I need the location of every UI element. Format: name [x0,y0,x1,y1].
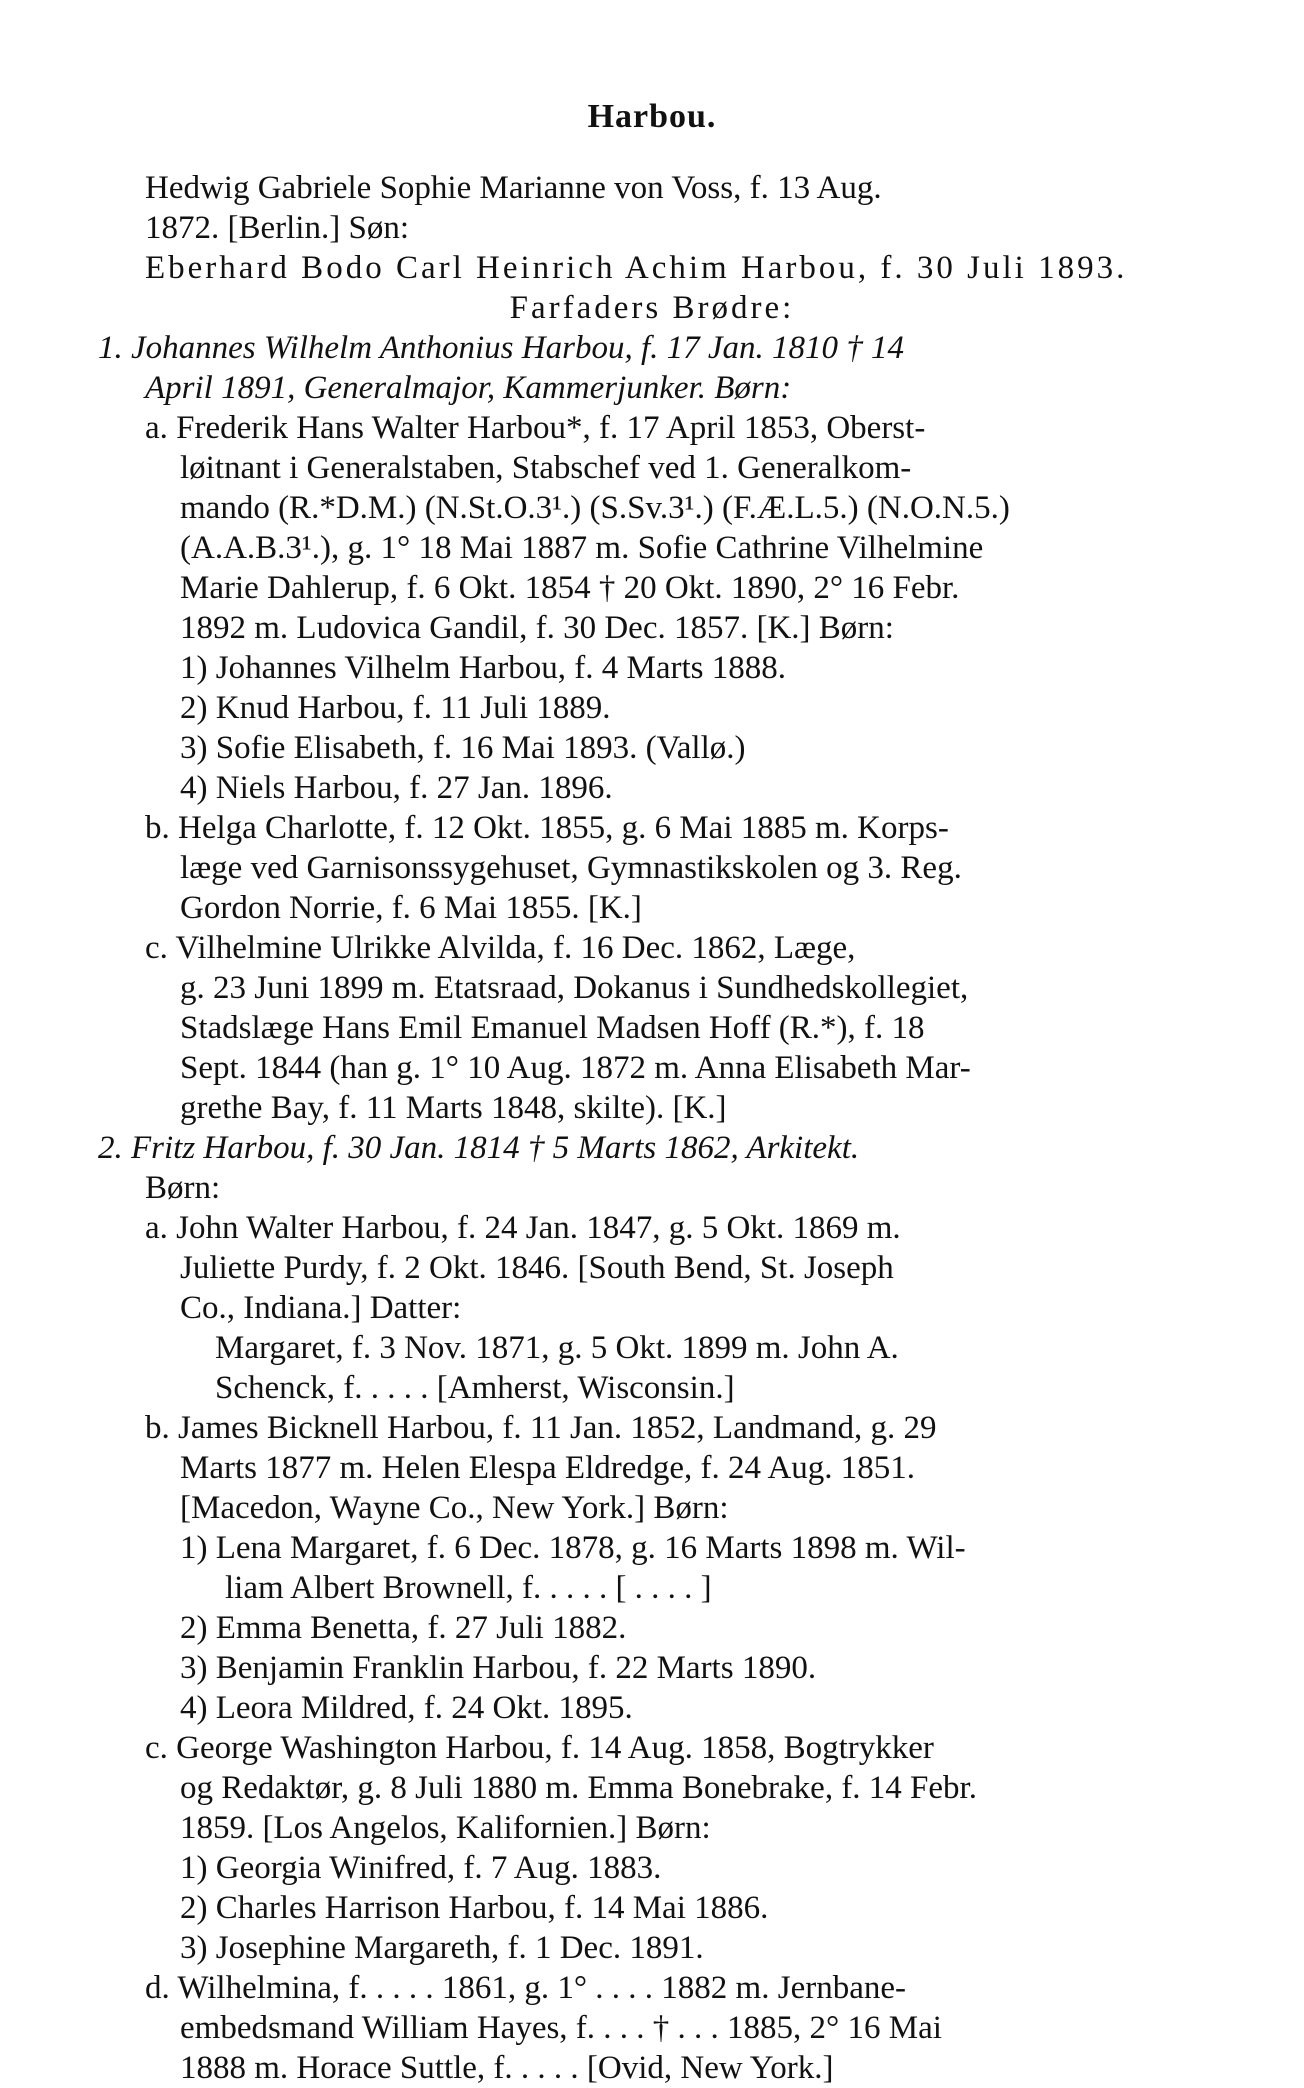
text-line: 4) Niels Harbou, f. 27 Jan. 1896. [180,770,613,806]
text-line: 1) Johannes Vilhelm Harbou, f. 4 Marts 1888. [180,650,786,686]
text-line: og Redaktør, g. 8 Juli 1880 m. Emma Bonebrake, f. 14 Febr. [180,1770,977,1806]
text-line: Juliette Purdy, f. 2 Okt. 1846. [South Bend, St. Joseph [180,1250,894,1286]
text-line: 1892 m. Ludovica Gandil, f. 30 Dec. 1857. [K.] Børn: [180,610,894,646]
text-line: d. Wilhelmina, f. . . . . 1861, g. 1° . . . . 1882 m. Jernbane- [145,1970,906,2006]
text-line: læge ved Garnisonssygehuset, Gymnastikskolen og 3. Reg. [180,850,962,886]
text-line: (A.A.B.3¹.), g. 1° 18 Mai 1887 m. Sofie Cathrine Vilhelmine [180,530,984,566]
text-line: 1) Georgia Winifred, f. 7 Aug. 1883. [180,1850,662,1886]
text-line: 1872. [Berlin.] Søn: [145,210,409,246]
text-line: mando (R.*D.M.) (N.St.O.3¹.) (S.Sv.3¹.) (F.Æ.L.5.) (N.O.N.5.) [180,490,1010,526]
text-line: Sept. 1844 (han g. 1° 10 Aug. 1872 m. Anna Elisabeth Mar- [180,1050,971,1086]
text-line: a. John Walter Harbou, f. 24 Jan. 1847, g. 5 Okt. 1869 m. [145,1210,901,1246]
text-line: 1. Johannes Wilhelm Anthonius Harbou, f. 17 Jan. 1810 † 14 [98,330,905,366]
text-line: liam Albert Brownell, f. . . . . [ . . . . ] [225,1570,712,1606]
text-line: 1) Lena Margaret, f. 6 Dec. 1878, g. 16 Marts 1898 m. Wil- [180,1530,966,1566]
text-line: Eberhard Bodo Carl Heinrich Achim Harbou, f. 30 Juli 1893. [145,250,1128,286]
text-line: Børn: [145,1170,221,1206]
text-line: Marie Dahlerup, f. 6 Okt. 1854 † 20 Okt. 1890, 2° 16 Febr. [180,570,960,606]
running-header: Harbou. [587,98,717,135]
text-line: c. Vilhelmine Ulrikke Alvilda, f. 16 Dec. 1862, Læge, [145,930,856,966]
text-line: b. James Bicknell Harbou, f. 11 Jan. 1852, Landmand, g. 29 [145,1410,937,1446]
text-line: løitnant i Generalstaben, Stabschef ved 1. Generalkom- [180,450,912,486]
text-line: a. Frederik Hans Walter Harbou*, f. 17 April 1853, Oberst- [145,410,926,446]
text-line: April 1891, Generalmajor, Kammerjunker. Børn: [145,370,792,406]
text-line: 3) Josephine Margareth, f. 1 Dec. 1891. [180,1930,704,1966]
text-line: 2) Charles Harrison Harbou, f. 14 Mai 1886. [180,1890,769,1926]
text-line: Co., Indiana.] Datter: [180,1290,462,1326]
text-line: 1888 m. Horace Suttle, f. . . . . [Ovid, New York.] [180,2050,834,2086]
text-line: b. Helga Charlotte, f. 12 Okt. 1855, g. 6 Mai 1885 m. Korps- [145,810,949,846]
text-line: c. George Washington Harbou, f. 14 Aug. 1858, Bogtrykker [145,1730,934,1766]
text-line: 4) Leora Mildred, f. 24 Okt. 1895. [180,1690,633,1726]
text-line: Hedwig Gabriele Sophie Marianne von Voss, f. 13 Aug. [145,170,882,206]
text-line: Schenck, f. . . . . [Amherst, Wisconsin.] [215,1370,735,1406]
text-line: 2. Fritz Harbou, f. 30 Jan. 1814 † 5 Marts 1862, Arkitekt. [98,1130,860,1166]
text-line: 3) Sofie Elisabeth, f. 16 Mai 1893. (Vallø.) [180,730,746,766]
text-line: g. 23 Juni 1899 m. Etatsraad, Dokanus i Sundhedskollegiet, [180,970,969,1006]
text-line: Marts 1877 m. Helen Elespa Eldredge, f. 24 Aug. 1851. [180,1450,916,1486]
text-line: 2) Emma Benetta, f. 27 Juli 1882. [180,1610,627,1646]
text-line: 2) Knud Harbou, f. 11 Juli 1889. [180,690,611,726]
text-line: embedsmand William Hayes, f. . . . † . . . 1885, 2° 16 Mai [180,2010,942,2046]
text-line: 3) Benjamin Franklin Harbou, f. 22 Marts 1890. [180,1650,817,1686]
text-line: grethe Bay, f. 11 Marts 1848, skilte). [K.] [180,1090,727,1126]
text-line: 1859. [Los Angelos, Kalifornien.] Børn: [180,1810,711,1846]
section-heading: Farfaders Brødre: [509,290,795,326]
text-line: Gordon Norrie, f. 6 Mai 1855. [K.] [180,890,642,926]
text-line: Stadslæge Hans Emil Emanuel Madsen Hoff (R.*), f. 18 [180,1010,925,1046]
text-line: Margaret, f. 3 Nov. 1871, g. 5 Okt. 1899 m. John A. [215,1330,899,1366]
text-line: [Macedon, Wayne Co., New York.] Børn: [180,1490,729,1526]
